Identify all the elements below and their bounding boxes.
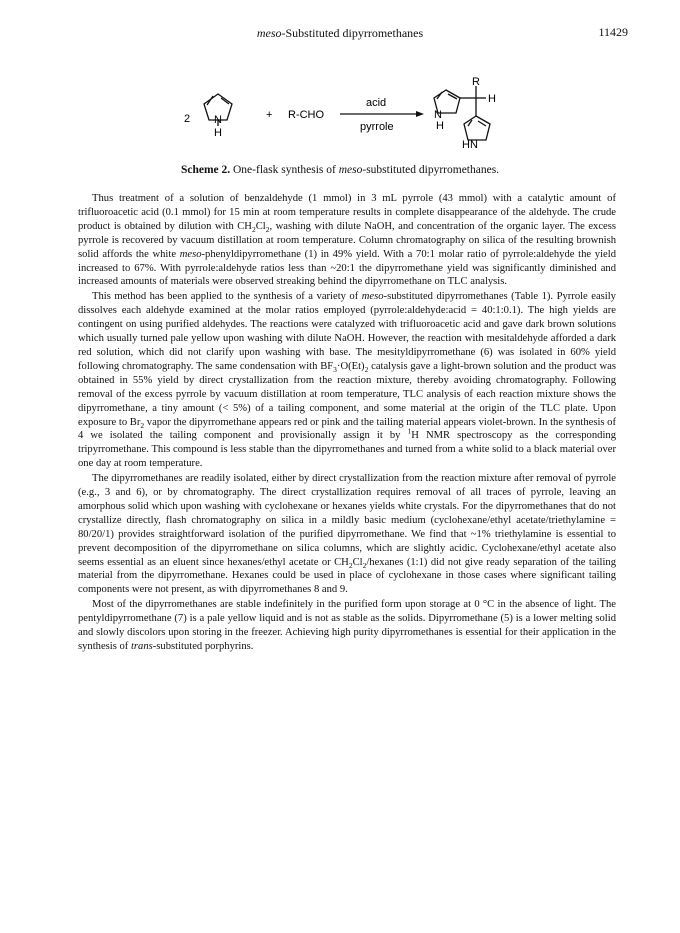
p1-sub: 2 — [251, 224, 256, 234]
p2-sub-br: 2 — [140, 420, 145, 430]
reaction-scheme — [180, 76, 520, 154]
arrow-below-label: pyrrole — [360, 121, 394, 133]
p1-text-e: -phenyldipyrromethane (1) in 49% yield. With a 70:1 molar ratio of pyrrole:aldehyde the yield increased to 67%. With pyrrole:aldehyde ratios less than ~20:1 the dipyrromethane yield was significantly diminished and increased amounts of materials were observed streaking behind the dipyrromethane on TLC analysis. — [78, 248, 616, 288]
caption-text-after: -substituted dipyrromethanes. — [362, 164, 500, 176]
arrow-head — [416, 111, 424, 117]
p2-text-d: ·O(Et) — [336, 360, 365, 372]
p3-text-a: The dipyrromethanes are readily isolated, either by direct crystallization from the reaction mixture after removal of pyrrole (e.g., 3 and 6), or by chromatography. The direct crystallization requires removal of all traces of pyrrole, leaving an amorphous solid which upon washing with cyclohexane or hexanes yields white crystals. For the dipyrromethanes that do not crystallize directly, flash chromatography on silica in a mildly basic medium (cyclohexane/ethyl acetate/triethylamine = 80/20/1) provides straightforward isolation of the purified dipyrromethane. We find that ~1% triethylamine is essential to prevent decomposition of the dipyrromethane on silica columns, which are slightly acidic. Cyclohexane/ethyl acetate also seems essential as an eluent since hexanes/ethyl acetate or CH — [78, 473, 616, 568]
paragraph-4 — [78, 598, 616, 654]
product-r-label: R — [472, 76, 480, 88]
header-title-italic: meso — [256, 26, 282, 40]
p4-text-a: Most of the dipyrromethanes are stable indefinitely in the purified form upon storage at 0 °C in the absence of light. The pentyldipyrromethane (7) is a pale yellow liquid and is not as stable as the solids. Dipyrromethane (5) is a lower melting solid and slowly discolors upon storing in the freezer. Achieving high purity dipyrromethanes is essential for their application in the synthesis of — [78, 599, 616, 652]
plus-sign: + — [266, 109, 273, 121]
p2-sub-3: 3 — [333, 364, 337, 374]
pyrrole-h-label: H — [214, 127, 222, 139]
p1-italic: meso — [179, 248, 202, 260]
p1-sub-2: 2 — [265, 224, 270, 234]
paragraph-2 — [78, 290, 616, 471]
caption-label: Scheme 2. — [180, 164, 231, 176]
product-n-label: N — [434, 109, 442, 121]
p2-text-c: -substituted dipyrromethanes (Table 1). Pyrrole easily dissolves each aldehyde examined at the molar ratios employed (pyrrole:aldehyde:acid = 40:1:0.1). The high yields are contingent on using purified aldehydes. The reactions were catalyzed with trifluoroacetic acid and gave dark brown solutions which usually turned pale yellow upon washing with dilute NaOH. However, the reaction with mesitaldehyde afforded a dark red solution, which did not clarify upon washing with base. The mesityldipyrromethane (6) was isolated in 60% yield following chromatography. The same condensation with BF — [78, 291, 616, 372]
paragraph-1 — [78, 192, 616, 289]
product-nh-h-label: H — [436, 120, 444, 132]
p2-sup-1: 1 — [407, 426, 412, 436]
header-title-rest: -Substituted dipyrromethanes — [281, 26, 424, 40]
page-number: 11429 — [598, 25, 628, 39]
pyrrole-n-label: N — [214, 114, 222, 126]
p3-sub-2: 2 — [362, 560, 367, 570]
product-h-label: H — [488, 93, 496, 105]
p2-text-a: This method has been applied to the synthesis of a variety of — [92, 291, 362, 303]
scheme-caption — [0, 164, 680, 176]
running-header — [0, 26, 680, 41]
p4-text-c: -substituted porphyrins. — [152, 641, 254, 652]
arrow-above-label: acid — [366, 97, 387, 109]
p2-sub-2: 2 — [364, 364, 369, 374]
p2-text-g: H NMR spectroscopy as the corresponding tripyrromethane. This compound is less stable than the dipyrromethanes and turned from a white solid to a black material over one day at room temperature. — [78, 430, 616, 470]
caption-text-before: One-flask synthesis of — [230, 164, 339, 176]
p1-text-b: Cl — [255, 220, 266, 232]
p2-text-f: vapor the dipyrromethane appears red or pink and the tailing material appears violet-brown. In the synthesis of 4 we isolated the tailing component and provisionally assign it by — [78, 416, 616, 442]
p1-text-a: Thus treatment of a solution of benzaldehyde (1 mmol) in 3 mL pyrrole (43 mmol) with a catalytic amount of trifluoroacetic acid (0.1 mmol) for 15 min at room temperature results in complete disappearance of the aldehyde. The crude product is obtained by dilution with CH — [78, 193, 616, 232]
body-text — [78, 192, 616, 655]
p4-italic: trans — [130, 641, 153, 652]
p3-sub: 2 — [348, 560, 353, 570]
p3-text-c: /hexanes (1:1) did not give ready separation of the tailing material from the dipyrromethane. Hexanes could be used in place of cyclohexane in those cases where significant tailing components were not present, as with dipyrromethanes 8 and 9. — [78, 556, 616, 596]
p3-text-b: Cl — [352, 556, 363, 568]
p2-text-e: catalysis gave a light-brown solution and the product was obtained in 55% yield by direct crystallization from the reaction mixture, thereby avoiding chromatography. Following removal of the excess pyrrole by vacuum distillation at room temperature, TLC analysis of each reaction mixture shows the dipyrromethane, a tiny amount (< 5%) of a tailing component, and some material at the origin of the TLC plate. Upon exposure to Br — [78, 360, 617, 428]
caption-text-italic: meso — [338, 164, 363, 176]
scheme-coefficient: 2 — [184, 113, 191, 125]
p1-text-c: , washing with dilute NaOH, and concentration of the organic layer. The excess pyrrole is recovered by vacuum distillation at room temperature. Column chromatography on silica of the resulting brownish solid affords the white — [78, 220, 617, 260]
p2-italic: meso — [361, 291, 384, 303]
product-hn-label: HN — [462, 139, 478, 151]
reagent-label: R-CHO — [288, 109, 325, 121]
paragraph-3 — [78, 472, 616, 597]
